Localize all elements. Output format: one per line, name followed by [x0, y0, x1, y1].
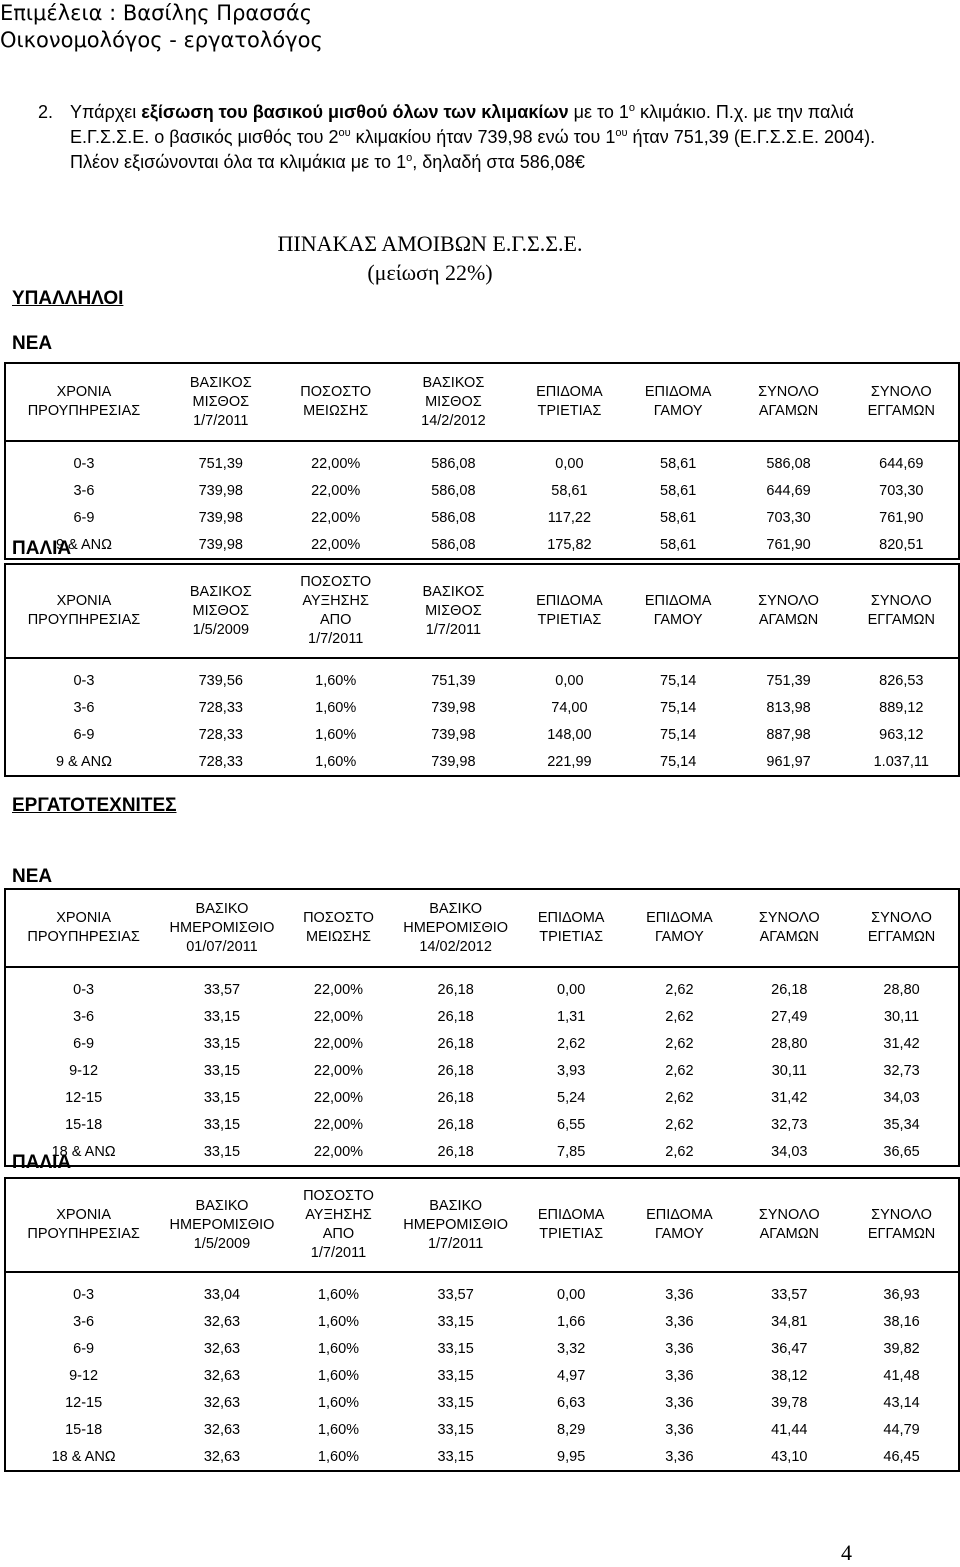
- column-header: ΣΥΝΟΛΟ ΑΓΑΜΩΝ: [734, 1178, 846, 1272]
- column-header: ΣΥΝΟΛΟ ΕΓΓΑΜΩΝ: [845, 363, 959, 441]
- table-cell: 33,15: [394, 1443, 517, 1471]
- column-header: ΧΡΟΝΙΑ ΠΡΟΥΠΗΡΕΣΙΑΣ: [5, 889, 161, 967]
- table-cell: 586,08: [392, 531, 515, 559]
- table-row: [5, 1335, 959, 1362]
- table-cell: 32,63: [203, 1367, 241, 1384]
- column-header: ΣΥΝΟΛΟ ΕΓΓΑΜΩΝ: [845, 1178, 959, 1272]
- column-header: ΕΠΙΔΟΜΑ ΤΡΙΕΤΙΑΣ: [515, 564, 624, 658]
- table-cell: 1,60%: [317, 1313, 360, 1330]
- table-row: [5, 1138, 959, 1166]
- table-cell: 33,15: [161, 1138, 282, 1166]
- section-employees: ΥΠΑΛΛΗΛΟΙ: [12, 288, 124, 309]
- table-cell: 30,11: [771, 1062, 807, 1079]
- table-cell: 3,36: [665, 1421, 694, 1438]
- table-cell: 6,55: [557, 1116, 586, 1133]
- superscript: ου: [338, 127, 351, 139]
- table-cell: 12-15: [5, 1084, 161, 1111]
- table-cell: 33,15: [437, 1313, 474, 1330]
- table-cell: 0-3: [5, 1281, 161, 1308]
- table-cell: 6-9: [5, 504, 162, 531]
- table-cell: 961,97: [733, 748, 845, 776]
- table-cell: 22,00%: [313, 1062, 364, 1079]
- table-cell: 58,61: [660, 509, 697, 526]
- table-cell: 586,08: [431, 482, 476, 499]
- table-cell: 739,98: [162, 531, 280, 559]
- subheading-employees-old: ΠΑΛΙΑ: [12, 538, 72, 559]
- table-row: [5, 1057, 959, 1084]
- column-header: ΣΥΝΟΛΟ ΑΓΑΜΩΝ: [733, 363, 845, 441]
- table-cell: 703,30: [845, 477, 959, 504]
- table-row: [5, 1362, 959, 1389]
- table-cell: 887,98: [766, 726, 811, 743]
- table-cell: 22,00%: [313, 1008, 364, 1025]
- table-cell: 33,15: [203, 1008, 241, 1025]
- table-cell: 0,00: [557, 1286, 586, 1303]
- table-cell: 75,14: [660, 699, 697, 716]
- table-cell: 33,57: [203, 981, 241, 998]
- table-cell: 33,57: [437, 1286, 474, 1303]
- table-cell: 3,36: [665, 1394, 694, 1411]
- table-cell: 75,14: [624, 748, 733, 776]
- table-cell: 32,73: [771, 1116, 808, 1133]
- table-cell: 31,42: [771, 1089, 808, 1106]
- table-cell: 2,62: [665, 1008, 694, 1025]
- table-cell: 58,61: [660, 482, 697, 499]
- table-row: [5, 450, 959, 477]
- section-workers: ΕΡΓΑΤΟΤΕΧΝΙΤΕΣ: [12, 795, 177, 816]
- column-header: ΠΟΣΟΣΤΟ ΜΕΙΩΣΗΣ: [283, 889, 395, 967]
- table-cell: 3-6: [5, 1003, 161, 1030]
- table-row: [5, 477, 959, 504]
- table-cell: 22,00%: [313, 981, 364, 998]
- table-cell: 3-6: [5, 1308, 161, 1335]
- table-cell: 4,97: [557, 1367, 586, 1384]
- table-cell: 1,31: [557, 1008, 586, 1025]
- item-text: με το 1: [568, 102, 629, 122]
- superscript: ο: [628, 102, 636, 114]
- table-cell: 22,00%: [311, 509, 361, 526]
- table-cell: 751,39: [431, 672, 476, 689]
- table-cell: 39,78: [771, 1394, 808, 1411]
- table-cell: 739,98: [431, 699, 476, 716]
- table-cell: 2,62: [625, 1138, 733, 1166]
- table-cell: 75,14: [660, 726, 697, 743]
- table-row: [5, 504, 959, 531]
- table-cell: 739,98: [392, 748, 515, 776]
- column-header: ΧΡΟΝΙΑ ΠΡΟΥΠΗΡΕΣΙΑΣ: [5, 564, 162, 658]
- table-cell: 32,63: [203, 1313, 241, 1330]
- table-cell: 33,15: [437, 1394, 474, 1411]
- table-cell: 58,61: [660, 455, 697, 472]
- table-cell: 30,11: [845, 1003, 959, 1030]
- table-cell: 2,62: [665, 1116, 694, 1133]
- column-header: ΒΑΣΙΚΟΣ ΜΙΣΘΟΣ 1/7/2011: [162, 363, 280, 441]
- table-cell: 58,61: [551, 482, 588, 499]
- table-row: [5, 976, 959, 1003]
- table-cell: 27,49: [771, 1008, 808, 1025]
- table-cell: 889,12: [845, 694, 959, 721]
- table-cell: 32,63: [203, 1340, 241, 1357]
- table-cell: 46,45: [845, 1443, 959, 1471]
- table-cell: 28,80: [845, 976, 959, 1003]
- table-cell: 2,62: [665, 1062, 694, 1079]
- table-cell: 1,60%: [315, 672, 357, 689]
- table-cell: 3,36: [665, 1340, 694, 1357]
- table-cell: 739,98: [431, 726, 476, 743]
- table-cell: 1.037,11: [845, 748, 959, 776]
- table-cell: 33,15: [203, 1035, 241, 1052]
- table-cell: 1,60%: [315, 726, 357, 743]
- table-cell: 1,60%: [283, 1443, 395, 1471]
- column-header: ΣΥΝΟΛΟ ΕΓΓΑΜΩΝ: [845, 889, 959, 967]
- column-header: ΣΥΝΟΛΟ ΑΓΑΜΩΝ: [734, 889, 846, 967]
- table-cell: 32,73: [845, 1057, 959, 1084]
- table-header-row: [5, 889, 959, 967]
- table-cell: 175,82: [515, 531, 624, 559]
- table-cell: 75,14: [660, 672, 697, 689]
- superscript: ου: [615, 127, 628, 139]
- table-cell: 33,04: [203, 1286, 241, 1303]
- table-cell: 2,62: [665, 1089, 694, 1106]
- table-cell: 6,63: [557, 1394, 586, 1411]
- table-row: [5, 1308, 959, 1335]
- table-cell: 33,15: [203, 1062, 241, 1079]
- table-cell: 22,00%: [313, 1035, 364, 1052]
- table-cell: 22,00%: [311, 455, 361, 472]
- table-row: [5, 1030, 959, 1057]
- item-text: κλιμάκιο. Π.χ. με την παλιά Ε.Γ.Σ.Σ.Ε. ο βασικός μισθός του 2: [70, 102, 854, 147]
- table-cell: 33,15: [203, 1116, 241, 1133]
- table-cell: 26,18: [437, 981, 474, 998]
- table-cell: 117,22: [547, 509, 592, 526]
- table-cell: 39,82: [845, 1335, 959, 1362]
- table-cell: 22,00%: [313, 1116, 364, 1133]
- table-cell: 22,00%: [280, 531, 392, 559]
- column-header: ΠΟΣΟΣΤΟ ΑΥΞΗΣΗΣ ΑΠΟ 1/7/2011: [280, 564, 392, 658]
- table-cell: 32,63: [161, 1443, 282, 1471]
- item-text: Υπάρχει: [70, 102, 142, 122]
- table-cell: 36,65: [845, 1138, 959, 1166]
- table-cell: 0,00: [555, 672, 584, 689]
- table-cell: 1,60%: [317, 1286, 360, 1303]
- table-cell: 26,18: [771, 981, 808, 998]
- table-cell: 41,44: [771, 1421, 808, 1438]
- table-cell: 6-9: [5, 1030, 161, 1057]
- table-cell: 3,36: [625, 1443, 733, 1471]
- table-cell: 3-6: [5, 694, 162, 721]
- table-cell: 221,99: [515, 748, 624, 776]
- table-cell: 28,80: [771, 1035, 808, 1052]
- table-cell: 1,66: [557, 1313, 586, 1330]
- item-body: [70, 100, 918, 175]
- table-cell: 34,03: [845, 1084, 959, 1111]
- page-number: 4: [841, 1540, 852, 1565]
- table-cell: 728,33: [198, 699, 243, 716]
- table-employees-old: [4, 563, 960, 777]
- table-cell: 0-3: [5, 976, 161, 1003]
- table-cell: 1,60%: [315, 699, 357, 716]
- table-cell: 38,12: [771, 1367, 808, 1384]
- column-header: ΕΠΙΔΟΜΑ ΓΑΜΟΥ: [624, 363, 733, 441]
- table-title: [255, 229, 605, 287]
- column-header: ΕΠΙΔΟΜΑ ΤΡΙΕΤΙΑΣ: [515, 363, 624, 441]
- table-cell: 26,18: [437, 1035, 474, 1052]
- table-cell: 1,60%: [317, 1340, 360, 1357]
- table-cell: 43,14: [845, 1389, 959, 1416]
- table-row: [5, 1084, 959, 1111]
- table-row: [5, 748, 959, 776]
- table-cell: 728,33: [198, 726, 243, 743]
- table-cell: 5,24: [557, 1089, 586, 1106]
- column-header: ΕΠΙΔΟΜΑ ΤΡΙΕΤΙΑΣ: [517, 1178, 625, 1272]
- table-cell: 22,00%: [283, 1138, 395, 1166]
- column-header: ΠΟΣΟΣΤΟ ΑΥΞΗΣΗΣ ΑΠΟ 1/7/2011: [283, 1178, 395, 1272]
- table-cell: 813,98: [766, 699, 811, 716]
- table-cell: 148,00: [547, 726, 592, 743]
- table-cell: 31,42: [845, 1030, 959, 1057]
- table-row: [5, 1281, 959, 1308]
- header-profession: Οικονομολόγος - εργατολόγος: [0, 28, 323, 52]
- table-cell: 36,47: [771, 1340, 808, 1357]
- table-row: [5, 1416, 959, 1443]
- header-author: Επιμέλεια : Βασίλης Πρασσάς: [0, 1, 313, 25]
- table-cell: 586,08: [431, 455, 476, 472]
- superscript: ο: [406, 152, 413, 164]
- table-header-row: [5, 363, 959, 441]
- table-cell: 33,15: [437, 1421, 474, 1438]
- table-cell: 26,18: [437, 1062, 474, 1079]
- subheading-workers-old: ΠΑΛΙΑ: [12, 1152, 72, 1173]
- column-header: ΕΠΙΔΟΜΑ ΤΡΙΕΤΙΑΣ: [517, 889, 625, 967]
- table-cell: 1,60%: [280, 748, 392, 776]
- table-row: [5, 1111, 959, 1138]
- table-cell: 7,85: [517, 1138, 625, 1166]
- table-header-row: [5, 564, 959, 658]
- table-cell: 58,61: [624, 531, 733, 559]
- table-cell: 33,15: [437, 1367, 474, 1384]
- table-cell: 18 & ΑΝΩ: [5, 1443, 161, 1471]
- table-row: [5, 694, 959, 721]
- table-cell: 74,00: [551, 699, 588, 716]
- table-cell: 33,15: [203, 1089, 241, 1106]
- table-row: [5, 721, 959, 748]
- table-cell: 2,62: [557, 1035, 586, 1052]
- table-cell: 0-3: [5, 450, 162, 477]
- table-row: [5, 1389, 959, 1416]
- item-number: 2.: [38, 102, 54, 122]
- column-header: ΕΠΙΔΟΜΑ ΓΑΜΟΥ: [625, 1178, 733, 1272]
- table-cell: 2,62: [665, 981, 694, 998]
- table-cell: 0,00: [557, 981, 586, 998]
- table-cell: 751,39: [198, 455, 243, 472]
- table-employees-new: [4, 362, 960, 560]
- table-cell: 15-18: [5, 1416, 161, 1443]
- table-cell: 703,30: [766, 509, 811, 526]
- table-cell: 9 & ΑΝΩ: [5, 748, 162, 776]
- table-cell: 963,12: [845, 721, 959, 748]
- table-cell: 41,48: [845, 1362, 959, 1389]
- table-cell: 22,00%: [311, 482, 361, 499]
- column-header: ΒΑΣΙΚΟ ΗΜΕΡΟΜΙΣΘΙΟ 01/07/2011: [161, 889, 282, 967]
- table-cell: 728,33: [162, 748, 280, 776]
- table-row: [5, 531, 959, 559]
- table-cell: 586,08: [766, 455, 811, 472]
- column-header: ΠΟΣΟΣΤΟ ΜΕΙΩΣΗΣ: [280, 363, 392, 441]
- column-header: ΒΑΣΙΚΟΣ ΜΙΣΘΟΣ 1/7/2011: [392, 564, 515, 658]
- table-cell: 3,36: [665, 1286, 694, 1303]
- table-cell: 3,36: [665, 1367, 694, 1384]
- paragraph-item-2: [38, 100, 918, 175]
- table-cell: 12-15: [5, 1389, 161, 1416]
- title-subline: (μείωση 22%): [367, 260, 493, 285]
- table-cell: 32,63: [203, 1394, 241, 1411]
- table-cell: 3,93: [557, 1062, 586, 1079]
- table-cell: 8,29: [557, 1421, 586, 1438]
- table-cell: 586,08: [431, 509, 476, 526]
- table-cell: 0,00: [555, 455, 584, 472]
- table-cell: 2,62: [665, 1035, 694, 1052]
- table-cell: 36,93: [845, 1281, 959, 1308]
- column-header: ΕΠΙΔΟΜΑ ΓΑΜΟΥ: [624, 564, 733, 658]
- table-cell: 34,81: [771, 1313, 808, 1330]
- table-cell: 38,16: [845, 1308, 959, 1335]
- table-cell: 6-9: [5, 721, 162, 748]
- table-cell: 44,79: [845, 1416, 959, 1443]
- column-header: ΒΑΣΙΚΟΣ ΜΙΣΘΟΣ 14/2/2012: [392, 363, 515, 441]
- table-cell: 1,60%: [317, 1421, 360, 1438]
- table-cell: 3,32: [557, 1340, 586, 1357]
- table-cell: 739,98: [198, 482, 243, 499]
- item-text: , δηλαδή στα 586,08€: [412, 152, 585, 172]
- subheading-employees-new: ΝΕΑ: [12, 333, 53, 354]
- table-cell: 739,98: [198, 509, 243, 526]
- table-cell: 9-12: [5, 1057, 161, 1084]
- table-workers-old: [4, 1177, 960, 1472]
- table-cell: 32,63: [203, 1421, 241, 1438]
- table-cell: 15-18: [5, 1111, 161, 1138]
- item-bold-text: εξίσωση του βασικού μισθού όλων των κλιμακίων: [141, 102, 569, 122]
- table-cell: 761,90: [845, 504, 959, 531]
- table-row: [5, 1003, 959, 1030]
- table-cell: 18 & ΑΝΩ: [5, 1138, 161, 1166]
- table-workers-new: [4, 888, 960, 1167]
- table-cell: 761,90: [733, 531, 845, 559]
- table-cell: 34,03: [734, 1138, 846, 1166]
- column-header: ΒΑΣΙΚΟΣ ΜΙΣΘΟΣ 1/5/2009: [162, 564, 280, 658]
- column-header: ΣΥΝΟΛΟ ΑΓΑΜΩΝ: [733, 564, 845, 658]
- table-cell: 6-9: [5, 1335, 161, 1362]
- column-header: ΒΑΣΙΚΟ ΗΜΕΡΟΜΙΣΘΙΟ 14/02/2012: [394, 889, 517, 967]
- subheading-workers-new: ΝΕΑ: [12, 866, 53, 887]
- table-cell: 33,15: [437, 1340, 474, 1357]
- table-cell: 751,39: [766, 672, 811, 689]
- table-cell: 644,69: [766, 482, 811, 499]
- item-text: κλιμακίου ήταν 739,98 ενώ του 1: [350, 127, 616, 147]
- table-cell: 820,51: [845, 531, 959, 559]
- table-cell: 9,95: [517, 1443, 625, 1471]
- table-cell: 43,10: [734, 1443, 846, 1471]
- table-cell: 826,53: [845, 667, 959, 694]
- table-cell: 3-6: [5, 477, 162, 504]
- table-cell: 33,57: [771, 1286, 808, 1303]
- table-cell: 1,60%: [317, 1367, 360, 1384]
- table-row: [5, 667, 959, 694]
- table-cell: 26,18: [437, 1116, 474, 1133]
- table-cell: 3,36: [665, 1313, 694, 1330]
- table-row: [5, 1443, 959, 1471]
- table-cell: 644,69: [845, 450, 959, 477]
- table-cell: 35,34: [845, 1111, 959, 1138]
- table-cell: 9-12: [5, 1362, 161, 1389]
- table-cell: 9 & ΑΝΩ: [5, 531, 162, 559]
- table-header-row: [5, 1178, 959, 1272]
- column-header: ΧΡΟΝΙΑ ΠΡΟΥΠΗΡΕΣΙΑΣ: [5, 363, 162, 441]
- table-cell: 739,56: [198, 672, 243, 689]
- column-header: ΒΑΣΙΚΟ ΗΜΕΡΟΜΙΣΘΙΟ 1/7/2011: [394, 1178, 517, 1272]
- table-cell: 26,18: [437, 1089, 474, 1106]
- column-header: ΕΠΙΔΟΜΑ ΓΑΜΟΥ: [625, 889, 733, 967]
- table-cell: 22,00%: [313, 1089, 364, 1106]
- item-text: ήταν 751,39 (Ε.Γ.Σ.Σ.Ε. 2004). Πλέον εξισώνονται όλα τα κλιμάκια με το 1: [70, 127, 876, 172]
- table-cell: 26,18: [437, 1008, 474, 1025]
- table-cell: 26,18: [394, 1138, 517, 1166]
- page-header: [0, 0, 323, 54]
- column-header: ΒΑΣΙΚΟ ΗΜΕΡΟΜΙΣΘΙΟ 1/5/2009: [161, 1178, 282, 1272]
- table-cell: 0-3: [5, 667, 162, 694]
- column-header: ΣΥΝΟΛΟ ΕΓΓΑΜΩΝ: [845, 564, 959, 658]
- table-cell: 1,60%: [317, 1394, 360, 1411]
- title-line: ΠΙΝΑΚΑΣ ΑΜΟΙΒΩΝ Ε.Γ.Σ.Σ.Ε.: [277, 231, 583, 256]
- column-header: ΧΡΟΝΙΑ ΠΡΟΥΠΗΡΕΣΙΑΣ: [5, 1178, 161, 1272]
